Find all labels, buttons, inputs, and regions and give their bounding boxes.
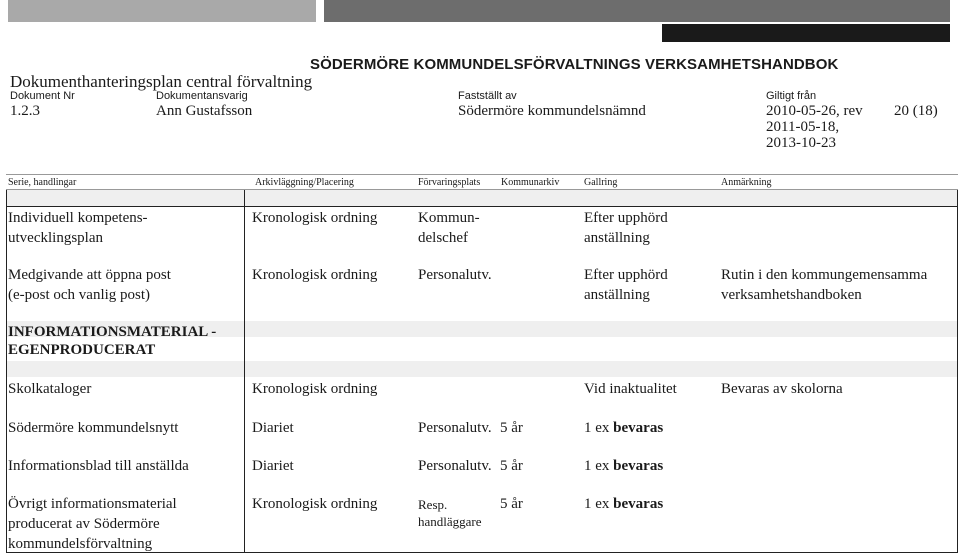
cell-gallring: Efter upphörd anställning xyxy=(584,210,668,246)
grid-line xyxy=(244,190,245,553)
row-spacer xyxy=(6,190,958,206)
cell-arkiv: Diariet xyxy=(252,458,294,474)
cell-forvaring: Personalutv. xyxy=(418,458,492,474)
header-bar-dark xyxy=(324,0,950,22)
col-forvaring: Förvaringsplats xyxy=(418,177,481,188)
cell-arkiv: Diariet xyxy=(252,420,294,436)
col-anmarkning: Anmärkning xyxy=(721,177,772,188)
valid-from-3: 2013-10-23 xyxy=(766,135,836,151)
cell-serie: Södermöre kommundelsnytt xyxy=(8,420,179,436)
owner: Ann Gustafsson xyxy=(156,103,253,119)
owner-label: Dokumentansvarig xyxy=(156,90,248,102)
cell-gallring: 1 ex bevaras xyxy=(584,458,664,474)
org-title: SÖDERMÖRE KOMMUNDELSFÖRVALTNINGS VERKSAMHETSHANDBOK xyxy=(310,56,839,73)
cell-arkiv: Kronologisk ordning xyxy=(252,267,378,283)
row-spacer xyxy=(6,361,958,377)
cell-anmarkning: Rutin i den kommungemensamma verksamhetshandboken xyxy=(721,267,928,303)
cell-kommunarkiv: 5 år xyxy=(500,496,523,512)
cell-forvaring: Kommun- delschef xyxy=(418,210,480,246)
grid-line xyxy=(957,190,958,553)
cell-forvaring: Personalutv. xyxy=(418,420,492,436)
cell-serie: Individuell kompetens- utvecklingsplan xyxy=(8,210,148,246)
cell-arkiv: Kronologisk ordning xyxy=(252,381,378,397)
cell-gallring: Vid inaktualitet xyxy=(584,381,677,397)
cell-forvaring: Resp. handläggare xyxy=(418,497,482,529)
cell-arkiv: Kronologisk ordning xyxy=(252,210,378,226)
col-serie: Serie, handlingar xyxy=(8,177,77,188)
column-header xyxy=(6,174,958,190)
header-bar-black xyxy=(662,24,950,42)
grid-line xyxy=(6,206,958,207)
page-number: 20 (18) xyxy=(894,103,938,119)
valid-from-1: 2010-05-26, rev xyxy=(766,103,863,119)
cell-kommunarkiv: 5 år xyxy=(500,420,523,436)
cell-gallring: 1 ex bevaras xyxy=(584,496,664,512)
cell-serie: Medgivande att öppna post (e-post och vanlig post) xyxy=(8,267,171,303)
col-gallring: Gallring xyxy=(584,177,618,188)
doc-nr: 1.2.3 xyxy=(10,103,40,119)
doc-title: Dokumenthanteringsplan central förvaltning xyxy=(10,72,313,91)
cell-serie: Skolkataloger xyxy=(8,381,92,397)
cell-arkiv: Kronologisk ordning xyxy=(252,496,378,512)
cell-gallring: 1 ex bevaras xyxy=(584,420,664,436)
approved-by: Södermöre kommundelsnämnd xyxy=(458,103,646,119)
cell-forvaring: Personalutv. xyxy=(418,267,492,283)
cell-gallring: Efter upphörd anställning xyxy=(584,267,668,303)
cell-anmarkning: Bevaras av skolorna xyxy=(721,381,843,397)
valid-from-2: 2011-05-18, xyxy=(766,119,840,135)
cell-serie: Övrigt informationsmaterial producerat av Södermöre kommundelsförvaltning xyxy=(8,496,177,552)
doc-nr-label: Dokument Nr xyxy=(10,90,75,102)
valid-label: Giltigt från xyxy=(766,90,817,102)
cell-serie: Informationsblad till anställda xyxy=(8,458,189,474)
col-arkiv: Arkivläggning/Placering xyxy=(255,177,354,188)
approved-label: Fastställt av xyxy=(458,90,517,102)
grid-line xyxy=(6,190,7,553)
cell-kommunarkiv: 5 år xyxy=(500,458,523,474)
col-kommunarkiv: Kommunarkiv xyxy=(501,177,560,188)
header-bar-light xyxy=(8,0,316,22)
section-heading: INFORMATIONSMATERIAL - EGENPRODUCERAT xyxy=(8,324,217,358)
